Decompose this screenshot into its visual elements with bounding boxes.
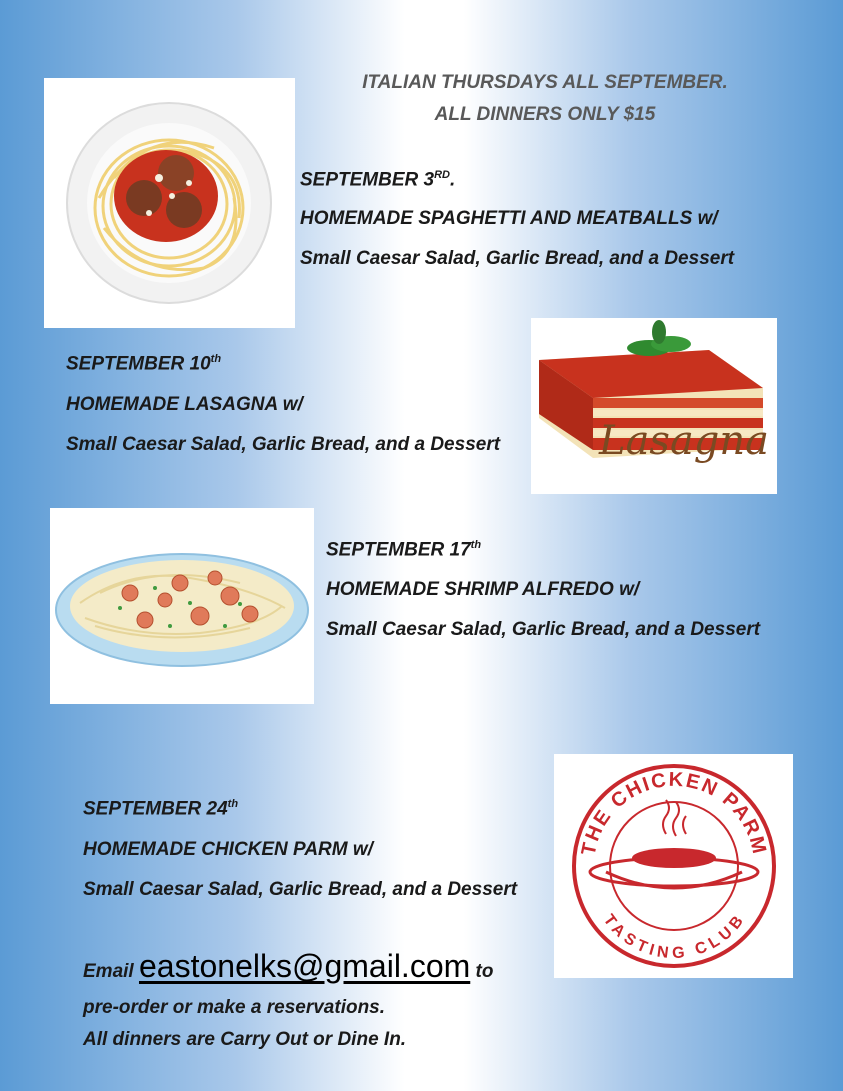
flyer-title-line2: ALL DINNERS ONLY $15 <box>434 104 656 125</box>
contact-email-line: Email eastonelks@gmail.com to <box>83 948 494 984</box>
logo-bottom-text: TASTING CLUB <box>599 911 749 963</box>
shrimp-alfredo-image <box>50 508 314 704</box>
contact-line2: pre-order or make a reservations. <box>83 997 386 1018</box>
spaghetti-meatballs-image <box>44 78 295 328</box>
flyer-title-line1: ITALIAN THURSDAYS ALL SEPTEMBER. <box>362 72 728 93</box>
item-4-sides: Small Caesar Salad, Garlic Bread, and a Dessert <box>83 879 518 900</box>
item-3-dish: HOMEMADE SHRIMP ALFREDO w/ <box>326 579 640 600</box>
item-4-dish: HOMEMADE CHICKEN PARM w/ <box>83 839 373 860</box>
item-3-sides: Small Caesar Salad, Garlic Bread, and a Dessert <box>326 619 761 640</box>
email-link[interactable]: eastonelks@gmail.com <box>138 948 471 984</box>
item-1-date: SEPTEMBER 3RD. <box>300 169 456 191</box>
contact-line3: All dinners are Carry Out or Dine In. <box>83 1029 407 1050</box>
item-4-date: SEPTEMBER 24th <box>83 798 239 820</box>
lasagna-caption: Lasagna <box>599 418 769 464</box>
chicken-parm-logo <box>554 754 793 978</box>
item-2-sides: Small Caesar Salad, Garlic Bread, and a Dessert <box>66 434 501 455</box>
item-1-dish: HOMEMADE SPAGHETTI AND MEATBALLS w/ <box>300 208 718 229</box>
lasagna-image <box>531 318 777 494</box>
logo-top-text: THE CHICKEN PARM <box>577 768 771 858</box>
item-3-date: SEPTEMBER 17th <box>326 539 482 561</box>
item-2-date: SEPTEMBER 10th <box>66 353 222 375</box>
item-2-dish: HOMEMADE LASAGNA w/ <box>66 394 303 415</box>
item-1-sides: Small Caesar Salad, Garlic Bread, and a Dessert <box>300 248 735 269</box>
